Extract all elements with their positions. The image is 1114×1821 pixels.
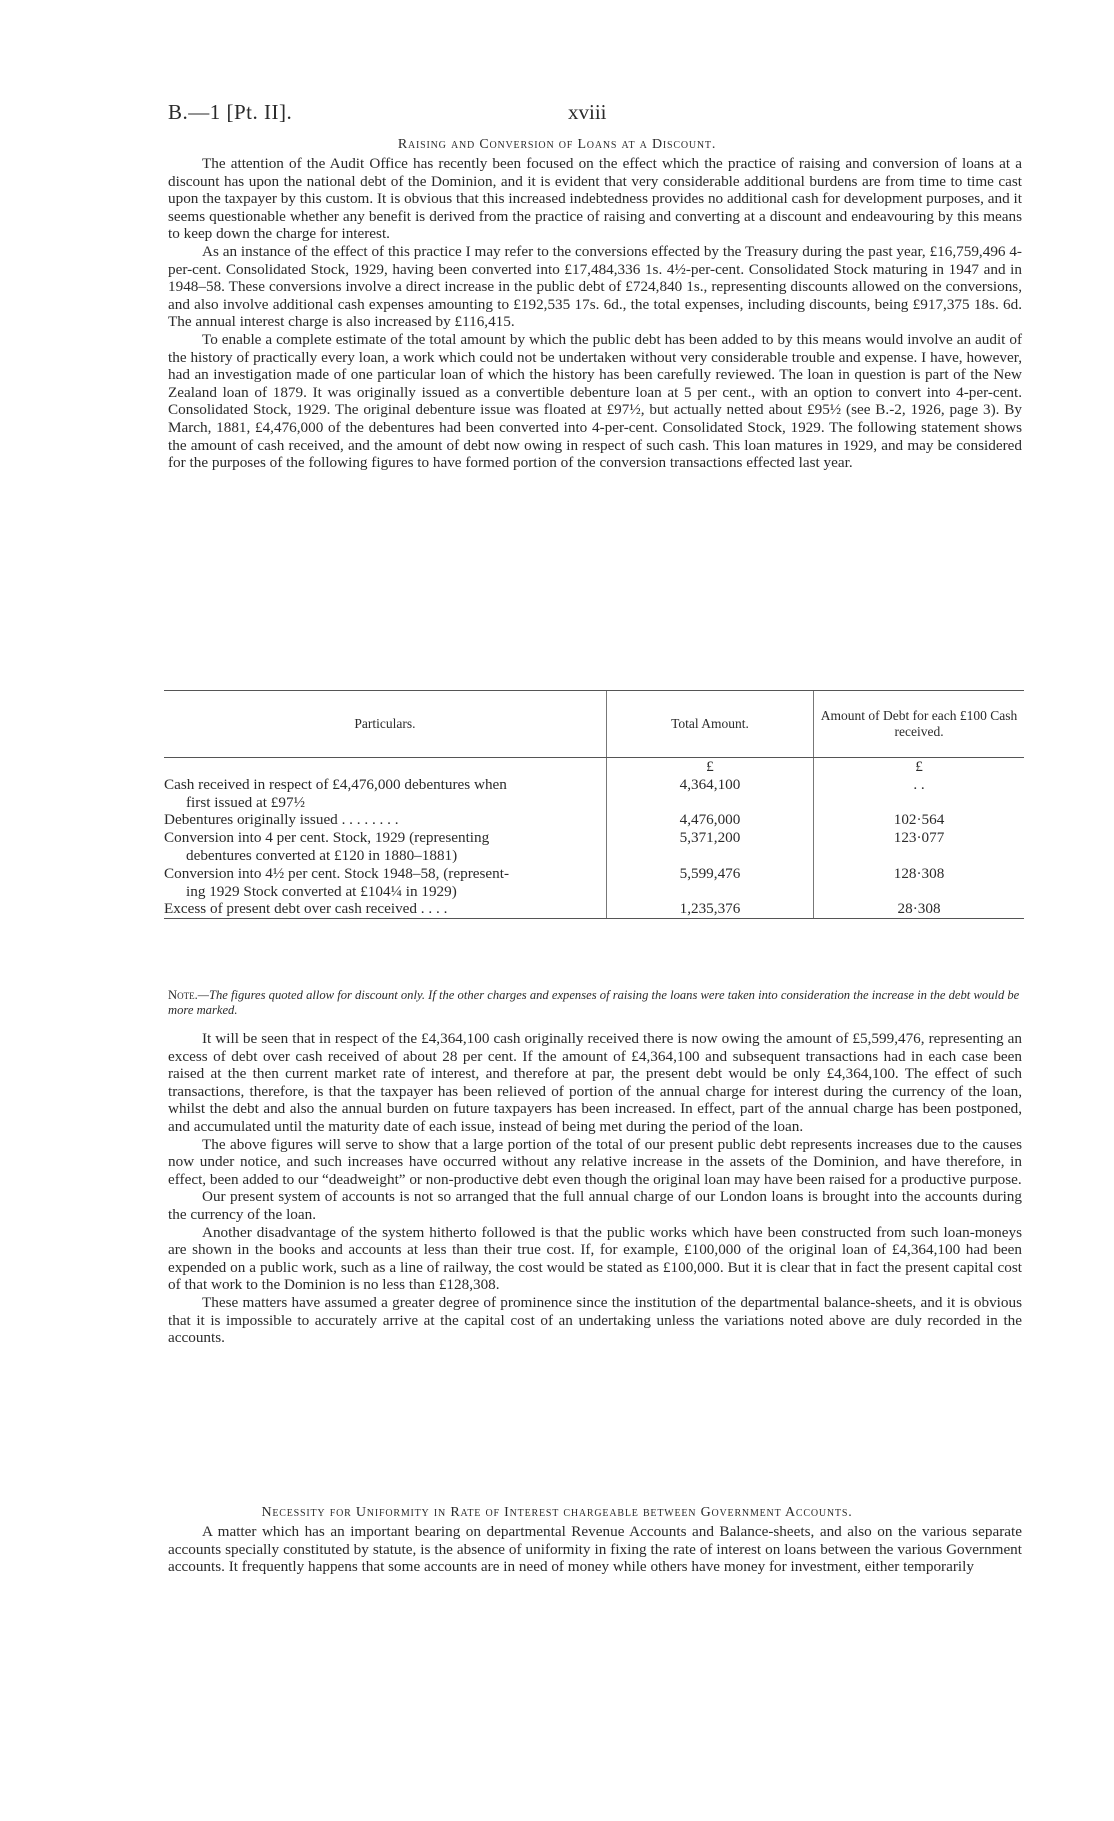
row-debt: 28·308 — [814, 900, 1024, 918]
paragraph: To enable a complete estimate of the total amount by which the public debt has been added to by this means would involve an audit of the history of practically every loan, a work which could not be undertaken without very considerable trouble and expense. I have, however, had an investigation made of one particular loan of which the history has been carefully reviewed. The loan in question is part of the New Zealand loan of 1879. It was originally issued as a convertible debenture loan at 5 per cent., with an option to convert into 4-per-cent. Consolidated Stock, 1929. The original debenture issue was floated at £97½, but actually netted about £95½ (see B.-2, 1926, page 3). By March, 1881, £4,476,000 of the debentures had been converted into 4-per-cent. Consolidated Stock, 1929. The following statement shows the amount of cash received, and the amount of debt now owing in respect of such cash. This loan matures in 1929, and may be considered for the purposes of the following figures to have formed portion of the conversion transactions effected last year. — [168, 330, 1022, 472]
unit-debt: £ — [814, 758, 1024, 776]
page-number: xviii — [568, 100, 607, 124]
table-header-row — [164, 691, 1024, 758]
paragraph: It will be seen that in respect of the £4,364,100 cash originally received there is now owing the amount of £5,599,476, representing an excess of debt over cash received of about 28 per cent. If the amount of £4,364,100 and subsequent transactions had in each case been raised at the then current market rate of interest, and therefore at par, the present debt would be only £4,364,100. The effect of such transactions, therefore, is that the taxpayer has been relieved of portion of the annual charge for interest during the currency of the loan, whilst the debt and also the annual burden on future taxpayers has been increased. In effect, part of the annual charge has been postponed, and accumulated until the maturity date of each issue, instead of being met during the period of the loan. — [168, 1030, 1022, 1135]
section-title-loans: Raising and Conversion of Loans at a Discount. — [397, 137, 717, 152]
note-label: Note. — [168, 988, 198, 1002]
table-row — [164, 776, 1024, 812]
paragraph: The attention of the Audit Office has recently been focused on the effect which the practice of raising and conversion of loans at a discount has upon the national debt of the Dominion, and it is evident that very considerable additional burdens are from time to time cast upon the taxpayer by this custom. It is obvious that this increased indebtedness provides no additional cash for development purposes, and it seems questionable whether any benefit is derived from the practice of raising and converting at a discount and endeavouring by this means to keep down the charge for interest. — [168, 155, 1022, 243]
row-debt: 128·308 — [814, 865, 1024, 901]
header-debt-per-100: Amount of Debt for each £100 Cash received. — [814, 691, 1024, 758]
paragraph: As an instance of the effect of this practice I may refer to the conversions effected by the Treasury during the past year, £16,759,496 4-per-cent. Consolidated Stock, 1929, having been converted into £17,484,336 1s. 4½-per-cent. Consolidated Stock maturing in 1947 and in 1948–58. These conversions involve a direct increase in the public debt of £724,840 1s., representing discounts allowed on the conversions, and also involve additional cash expenses amounting to £192,535 17s. 6d., the total expenses, including discounts, being £917,375 18s. 6d. The annual interest charge is also increased by £116,415. — [168, 242, 1022, 331]
table-row — [164, 865, 1024, 901]
row-particulars: Debentures originally issued . . . . . . . . — [164, 811, 399, 829]
section-interest-body — [168, 1523, 1022, 1576]
section-title-interest: Necessity for Uniformity in Rate of Interest chargeable between Government Accounts. — [261, 1505, 853, 1520]
row-debt: 123·077 — [814, 829, 1024, 865]
table-row — [164, 811, 1024, 829]
page-reference: B.—1 [Pt. II]. — [168, 100, 293, 124]
row-particulars: Conversion into 4 per cent. Stock, 1929 (representing debentures converted at £120 in 1880–1881) — [164, 829, 490, 864]
header-total-amount: Total Amount. — [606, 691, 813, 758]
section-loans-intro — [168, 155, 1022, 472]
row-debt: 102·564 — [814, 811, 1024, 829]
header-particulars: Particulars. — [164, 691, 606, 758]
table-row — [164, 829, 1024, 865]
paragraph: Another disadvantage of the system hitherto followed is that the public works which have been constructed from such loan-moneys are shown in the books and accounts at less than their true cost. If, for example, £100,000 of the original loan of £4,364,100 had been expended on a public work, such as a line of railway, the cost would be stated as £100,000. But it is clear that in fact the present capital cost of that work to the Dominion is no less than £128,308. — [168, 1223, 1022, 1294]
table-row — [164, 900, 1024, 918]
table-note — [168, 988, 1022, 1018]
row-total: 4,476,000 — [606, 811, 813, 829]
row-total: 5,599,476 — [606, 865, 813, 901]
row-debt: . . — [814, 776, 1024, 812]
paragraph: The above figures will serve to show that a large portion of the total of our present public debt represents increases due to the causes now under notice, and such increases have occurred without any relative increase in the assets of the Dominion, and have therefore, in effect, been added to our “deadweight” or non-productive debt even though the original loan may have been raised for a productive purpose. — [168, 1135, 1022, 1188]
paragraph: Our present system of accounts is not so arranged that the full annual charge of our London loans is brought into the accounts during the currency of the loan. — [168, 1188, 1022, 1223]
loan-statement-table — [164, 690, 1024, 919]
table-unit-row — [164, 758, 1024, 776]
row-particulars: Excess of present debt over cash received . . . . — [164, 900, 606, 918]
section-loans-analysis — [168, 1030, 1022, 1347]
row-total: 1,235,376 — [606, 900, 813, 918]
paragraph: These matters have assumed a greater degree of prominence since the institution of the departmental balance-sheets, and it is obvious that it is impossible to accurately arrive at the capital cost of an undertaking unless the variations noted above are duly recorded in the accounts. — [168, 1293, 1022, 1347]
row-particulars: Conversion into 4½ per cent. Stock 1948–58, (represent- ing 1929 Stock converted at £104¼ in 1929) — [164, 864, 510, 900]
note-text: —The figures quoted allow for discount only. If the other charges and expenses of raising the loans were taken into consideration the increase in the debt would be more marked. — [168, 988, 1020, 1017]
unit-total: £ — [606, 758, 813, 776]
paragraph: A matter which has an important bearing on departmental Revenue Accounts and Balance-sheets, and also on the various separate accounts specially constituted by statute, is the absence of uniformity in fixing the rate of interest on loans between the various Government accounts. It frequently happens that some accounts are in need of money while others have money for investment, either temporarily — [168, 1523, 1022, 1576]
row-total: 4,364,100 — [606, 776, 813, 812]
row-total: 5,371,200 — [606, 829, 813, 865]
row-particulars: Cash received in respect of £4,476,000 debentures when first issued at £97½ — [164, 775, 507, 811]
